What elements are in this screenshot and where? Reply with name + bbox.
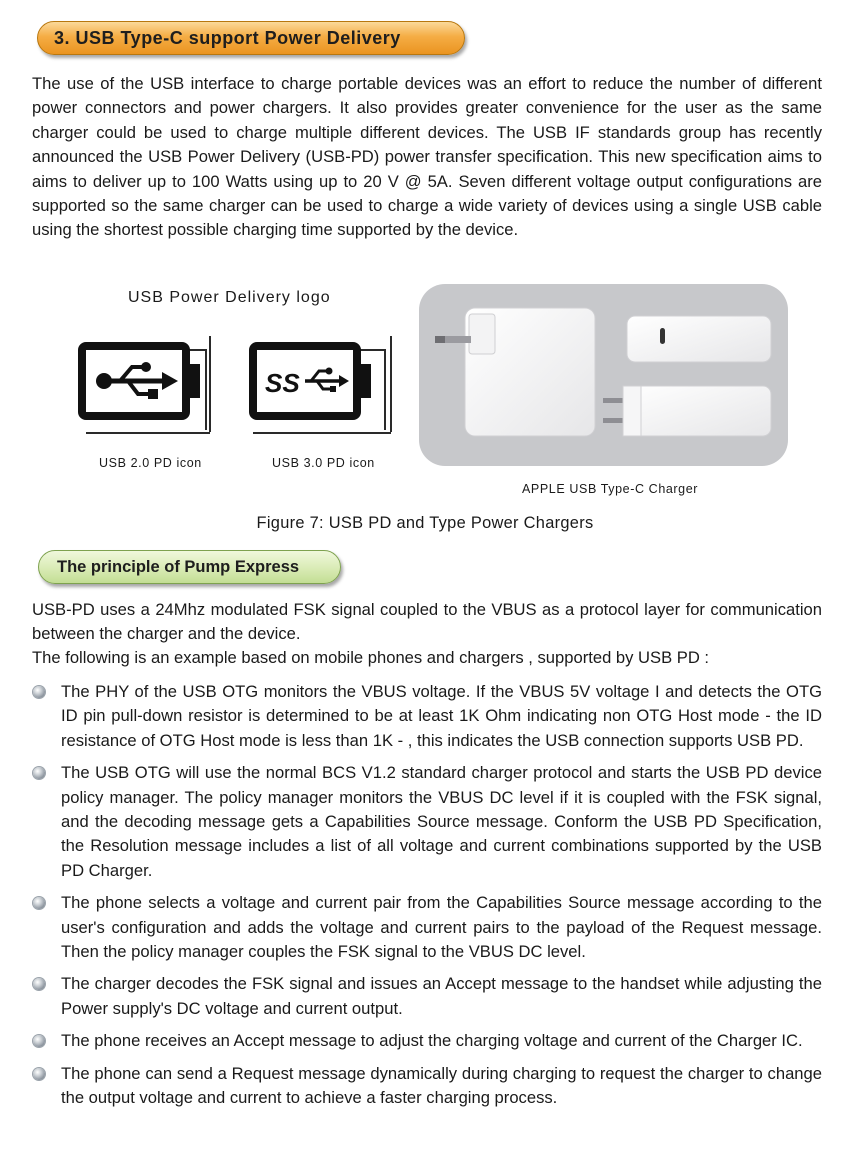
list-item-text: The phone selects a voltage and current pair from the Capabilities Source message according to the user's configuration and adds the voltage and current pairs to the payload of the Request message. Then the policy manager couples the FSK signal to the VBUS DC level.	[61, 893, 822, 962]
section-heading: 3. USB Type-C support Power Delivery	[37, 21, 465, 55]
figure-caption: Figure 7: USB PD and Type Power Chargers	[256, 514, 594, 532]
bullet-icon	[33, 686, 45, 698]
bullet-icon	[33, 1068, 45, 1080]
list-item-text: The phone can send a Request message dynamically during charging to request the charger to change the output voltage and current to achieve a faster charging process.	[61, 1063, 822, 1108]
usb-2-pd-icon-label: USB 2.0 PD icon	[99, 456, 202, 470]
ss-text: SS	[265, 368, 300, 398]
list-item	[32, 761, 822, 883]
bullet-list	[32, 680, 822, 1119]
usb-3-pd-icon-label: USB 3.0 PD icon	[272, 456, 375, 470]
list-item	[32, 1062, 822, 1111]
list-item	[32, 1029, 822, 1053]
photo-caption: APPLE USB Type-C Charger	[522, 482, 699, 496]
usb-3-pd-icon	[245, 330, 395, 438]
bullet-icon	[33, 767, 45, 779]
bullet-icon	[33, 1035, 45, 1047]
list-item	[32, 891, 822, 964]
subsection-paragraph-2: The following is an example based on mobile phones and chargers , supported by USB PD :	[32, 648, 710, 667]
usb-2-pd-icon	[78, 330, 218, 438]
list-item-text: The PHY of the USB OTG monitors the VBUS voltage. If the VBUS 5V voltage I and detects the OTG ID pin pull-down resistor is determined to be at least 1K Ohm indicating non OTG Host mode - the ID resistance of OTG Host mode is less than 1K - , this indicates the USB connection supports USB PD.	[61, 682, 822, 750]
logo-caption: USB Power Delivery logo	[128, 289, 331, 306]
bullet-icon	[33, 897, 45, 909]
bullet-icon	[33, 978, 45, 990]
list-item-text: The charger decodes the FSK signal and issues an Accept message to the handset while adjusting the Power supply's DC voltage and current output.	[61, 974, 822, 1018]
subsection-heading: The principle of Pump Express	[38, 550, 341, 584]
list-item-text: The USB OTG will use the normal BCS V1.2 standard charger protocol and starts the USB PD device policy manager. The policy manager monitors the VBUS DC level if it is coupled with the FSK signal, and the decoding message gets a Capabilities Source message. Conform the USB PD Specification, the Resolution message includes a list of all voltage and current combinations supported by the USB PD Charger.	[61, 763, 822, 880]
subsection-paragraph-1: USB-PD uses a 24Mhz modulated FSK signal coupled to the VBUS as a protocol layer for communication between the charger and the device.	[32, 600, 822, 644]
apple-charger-photo	[419, 284, 788, 466]
list-item	[32, 972, 822, 1021]
list-item	[32, 680, 822, 753]
list-item-text: The phone receives an Accept message to adjust the charging voltage and current of the Charger IC.	[61, 1031, 803, 1051]
intro-paragraph: The use of the USB interface to charge portable devices was an effort to reduce the number of different power connectors and power chargers. It also provides greater convenience for the user as the same charger could be used to charge multiple different devices. The USB IF standards group has recently announced the USB Power Delivery (USB-PD) power transfer specification. This new specification aims to aims to deliver up to 100 Watts using up to 20 V @ 5A. Seven different voltage output configurations are supported so the same charger can be used to charge a wide variety of devices using a single USB cable using the shortest possible charging time supported by the device.	[32, 74, 822, 240]
